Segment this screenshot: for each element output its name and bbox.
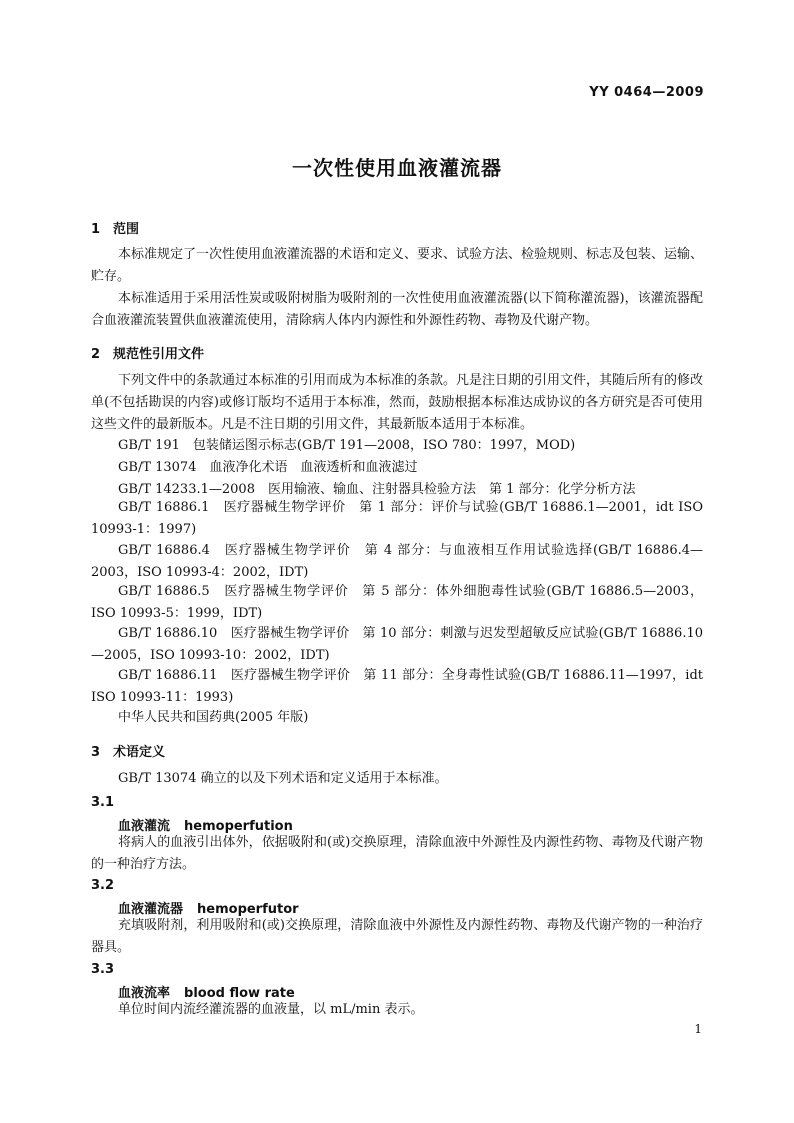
section-heading — [91, 218, 139, 237]
reference-item: GB/T 16886.1 医疗器械生物学评价 第 1 部分：评价与试验(GB/T 16886.1—2001，idt ISO 10993-1：1997) — [91, 500, 703, 537]
section-heading — [91, 343, 204, 362]
term-chinese: 血液灌流 — [118, 819, 171, 834]
reference-item: 中华人民共和国药典(2005 年版) — [118, 710, 309, 725]
document-title: 一次性使用血液灌流器 — [292, 156, 502, 180]
scope-paragraph: 本标准适用于采用活性炭或吸附树脂为吸附剂的一次性使用血液灌流器(以下简称灌流器)，该灌流器配合血液灌流装置供血液灌流使用，清除病人体内内源性和外源性药物、毒物及代谢产物。 — [91, 291, 703, 328]
reference-item: GB/T 16886.5 医疗器械生物学评价 第 5 部分：体外细胞毒性试验(GB/T 16886.5—2003，ISO 10993-5：1999，IDT) — [91, 584, 703, 621]
term-chinese: 血液流率 — [118, 986, 171, 1001]
section-title: 规范性引用文件 — [113, 347, 205, 362]
reference-item: GB/T 16886.10 医疗器械生物学评价 第 10 部分：刺激与迟发型超敏反应试验(GB/T 16886.10—2005，ISO 10993-10：2002，IDT) — [91, 626, 703, 663]
reference-item: GB/T 16886.4 医疗器械生物学评价 第 4 部分：与血液相互作用试验选择(GB/T 16886.4—2003，ISO 10993-4：2002，IDT) — [91, 543, 703, 580]
term-number: 3.2 — [91, 878, 115, 893]
terms-intro: GB/T 13074 确立的以及下列术语和定义适用于本标准。 — [118, 771, 448, 786]
page-number: 1 — [694, 1022, 702, 1036]
term-definition: 充填吸附剂，利用吸附和(或)交换原理，清除血液中外源性及内源性药物、毒物及代谢产物的一种治疗器具。 — [91, 918, 703, 955]
scope-paragraph: 本标准规定了一次性使用血液灌流器的术语和定义、要求、试验方法、检验规则、标志及包装、运输、贮存。 — [91, 247, 704, 284]
term-number: 3.3 — [91, 962, 115, 977]
section-heading — [91, 741, 165, 760]
section-title: 范围 — [113, 222, 140, 237]
term-english: hemoperfutor — [197, 902, 299, 917]
reference-item: GB/T 14233.1—2008 医用输液、输血、注射器具检验方法 第 1 部分：化学分析方法 — [118, 482, 636, 497]
standard-number: YY 0464—2009 — [589, 85, 704, 100]
term-english: blood flow rate — [184, 986, 295, 1001]
reference-item: GB/T 16886.11 医疗器械生物学评价 第 11 部分：全身毒性试验(GB/T 16886.11—1997，idt ISO 10993-11：1993) — [91, 668, 703, 705]
section-number: 2 — [91, 347, 101, 362]
reference-item: GB/T 13074 血液净化术语 血液透析和血液滤过 — [118, 460, 418, 475]
section-title: 术语定义 — [113, 745, 166, 760]
term-definition: 将病人的血液引出体外，依据吸附和(或)交换原理，清除血液中外源性及内源性药物、毒物及代谢产物的一种治疗方法。 — [91, 835, 703, 872]
term-chinese: 血液灌流器 — [118, 902, 184, 917]
term-number: 3.1 — [91, 795, 115, 810]
section-number: 1 — [91, 222, 101, 237]
reference-item: GB/T 191 包装储运图示标志(GB/T 191—2008，ISO 780：1997，MOD) — [118, 438, 576, 453]
term-definition: 单位时间内流经灌流器的血液量，以 mL/min 表示。 — [118, 1002, 424, 1017]
term-english: hemoperfution — [184, 819, 293, 834]
section-number: 3 — [91, 745, 101, 760]
references-intro: 下列文件中的条款通过本标准的引用而成为本标准的条款。凡是注日期的引用文件，其随后所有的修改单(不包括勘误的内容)或修订版均不适用于本标准，然而，鼓励根据本标准达成协议的各方研究是否可使用这些文件的最新版本。凡是不注日期的引用文件，其最新版本适用于本标准。 — [91, 373, 704, 432]
